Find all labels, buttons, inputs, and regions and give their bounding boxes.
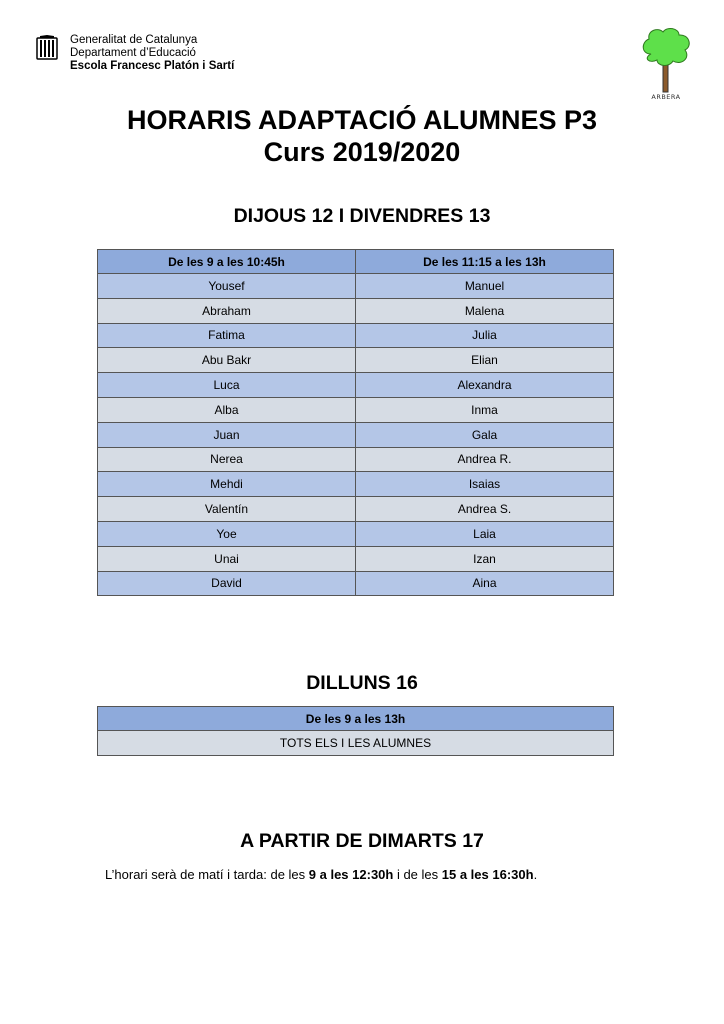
note-afternoon-hours: 15 a les 16:30h [441, 867, 534, 882]
table-row [98, 397, 614, 422]
student-cell: Valentín [98, 497, 356, 522]
table-row [98, 298, 614, 323]
column-header-morning: De les 9 a les 10:45h [98, 250, 356, 274]
all-students-cell: TOTS ELS I LES ALUMNES [98, 731, 614, 756]
letterhead-text [70, 34, 234, 73]
student-cell: Andrea S. [356, 497, 614, 522]
section-heading-dilluns: DILLUNS 16 [306, 672, 418, 694]
table-row [98, 472, 614, 497]
column-header-full-morning: De les 9 a les 13h [98, 707, 614, 731]
student-cell: Julia [356, 323, 614, 348]
table-row [98, 731, 614, 756]
student-cell: Alba [98, 397, 356, 422]
student-cell: Abu Bakr [98, 348, 356, 373]
table-row [98, 422, 614, 447]
student-cell: Juan [98, 422, 356, 447]
schedule-table-dilluns [97, 706, 614, 756]
header-line-department: Departament d’Educació [70, 47, 196, 59]
table-row [98, 571, 614, 596]
note-prefix: L’horari serà de matí i tarda: de les [105, 867, 309, 882]
student-cell: Malena [356, 298, 614, 323]
page-subtitle: Curs 2019/2020 [263, 137, 461, 167]
page-title: HORARIS ADAPTACIÓ ALUMNES P3 [126, 105, 598, 135]
table-row [98, 274, 614, 299]
section-heading-dimarts: A PARTIR DE DIMARTS 17 [240, 830, 484, 852]
letterhead [36, 34, 234, 73]
tree-logo-icon [637, 26, 695, 102]
student-cell: Yoe [98, 521, 356, 546]
table-row [98, 447, 614, 472]
header-line-generalitat: Generalitat de Catalunya [70, 34, 198, 46]
student-cell: Abraham [98, 298, 356, 323]
student-cell: Luca [98, 373, 356, 398]
tree-logo-label: ARBERA [651, 93, 681, 101]
student-cell: Unai [98, 546, 356, 571]
table-row [98, 373, 614, 398]
column-header-late-morning: De les 11:15 a les 13h [356, 250, 614, 274]
student-cell: Aina [356, 571, 614, 596]
student-cell: Inma [356, 397, 614, 422]
header-school-name: Escola Francesc Platón i Sartí [70, 60, 235, 72]
student-cell: Laia [356, 521, 614, 546]
student-cell: Nerea [98, 447, 356, 472]
student-cell: Izan [356, 546, 614, 571]
schedule-table-dijous [97, 249, 614, 596]
student-cell: David [98, 571, 356, 596]
schedule-note [105, 867, 537, 882]
note-suffix: . [533, 867, 538, 882]
student-cell: Elian [356, 348, 614, 373]
table-row [98, 546, 614, 571]
student-cell: Andrea R. [356, 447, 614, 472]
section-heading-dijous: DIJOUS 12 I DIVENDRES 13 [233, 205, 491, 227]
student-cell: Manuel [356, 274, 614, 299]
student-cell: Fatima [98, 323, 356, 348]
student-cell: Alexandra [356, 373, 614, 398]
student-cell: Yousef [98, 274, 356, 299]
student-cell: Mehdi [98, 472, 356, 497]
note-middle: i de les [393, 867, 442, 882]
generalitat-logo-icon [36, 35, 58, 61]
student-cell: Isaias [356, 472, 614, 497]
table-row [98, 521, 614, 546]
student-cell: Gala [356, 422, 614, 447]
note-morning-hours: 9 a les 12:30h [308, 867, 394, 882]
table-row [98, 497, 614, 522]
table-row [98, 348, 614, 373]
table-row [98, 323, 614, 348]
